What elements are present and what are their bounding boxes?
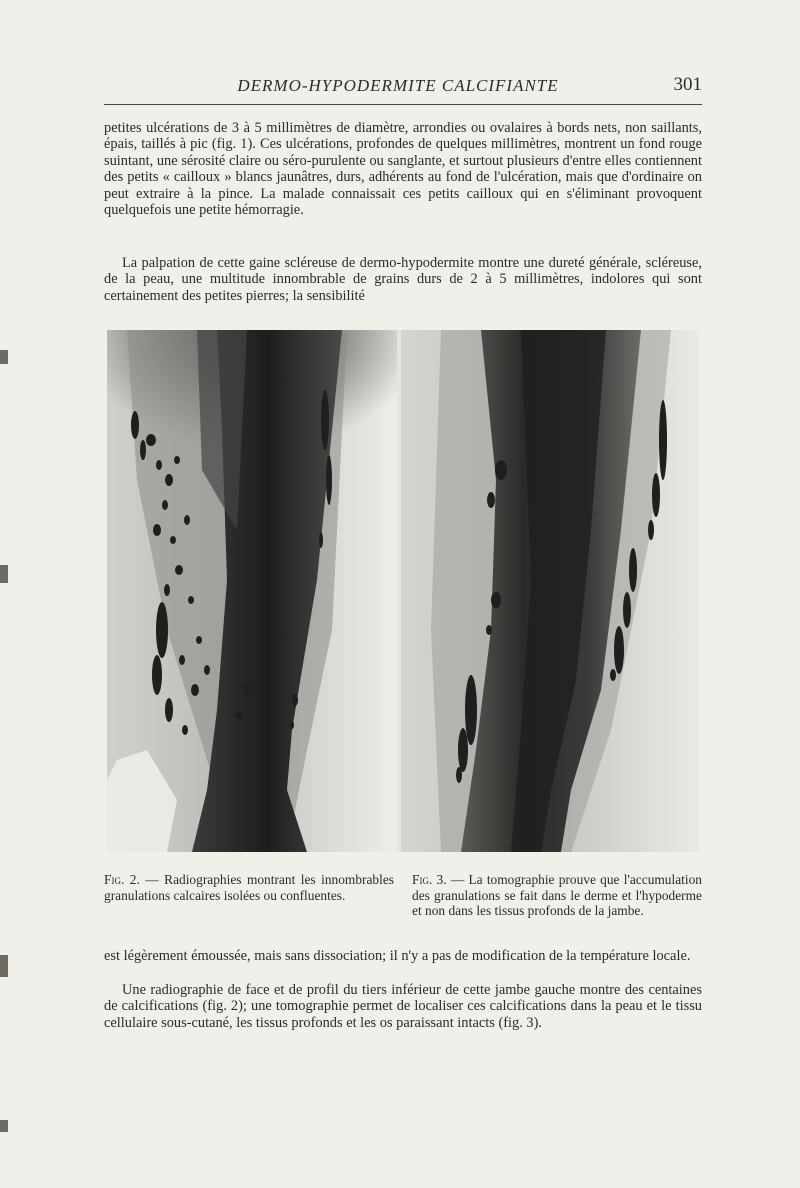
margin-mark	[0, 565, 8, 583]
caption-label: Fig. 2.	[104, 872, 140, 887]
caption-text: — La tomographie prouve que l'accumulation des granulations se fait dans le derme et l'hypoderme et non dans les tissus profonds de la jambe.	[412, 872, 702, 919]
radiograph-figures	[107, 330, 699, 852]
caption-text: — Radiographies montrant les innombrables granulations calcaires isolées ou confluentes.	[104, 872, 394, 903]
running-header: DERMO-HYPODERMITE CALCIFIANTE	[237, 76, 559, 95]
paragraph-palpation: La palpation de cette gaine scléreuse de dermo-hypodermite montre une dureté générale, scléreuse, de la peau, une multitude innombrable de grains durs de 2 à 5 millimètres, indolores qui sont certainement des petites pierres; la sensibilité	[104, 255, 702, 304]
tomograph-fig-3	[401, 330, 699, 852]
paragraph-sensibility: est légèrement émoussée, mais sans dissociation; il n'y a pas de modification de la température locale.	[104, 948, 691, 964]
radiograph-fig-2	[107, 330, 397, 852]
margin-mark	[0, 955, 8, 977]
caption-fig-3	[412, 872, 702, 919]
caption-fig-2	[104, 872, 394, 903]
paragraph-radiography: Une radiographie de face et de profil du tiers inférieur de cette jambe gauche montre des centaines de calcifications (fig. 2); une tomographie permet de localiser ces calcifications dans la peau et le tissu cellulaire sous-cutané, les tissus profonds et les os paraissant intacts (fig. 3).	[104, 982, 702, 1031]
caption-label: Fig. 3.	[412, 872, 447, 887]
paragraph-ulcerations: petites ulcérations de 3 à 5 millimètres de diamètre, arrondies ou ovalaires à bords nets, non saillants, épais, taillés à pic (fig. 1). Ces ulcérations, profondes de quelques millimètres, montrent un fond rouge suintant, une sérosité claire ou séro-purulente ou sanglante, et surtout plusieurs d'entre elles contiennent des petits « cailloux » blancs jaunâtres, durs, adhérents au fond de l'ulcération, mais que d'ordinaire on peut extraire à la pince. La malade connaissait ces petits cailloux qui en s'éliminant provoquent quelquefois une petite hémorragie.	[104, 120, 702, 219]
margin-mark	[0, 350, 8, 364]
header-rule	[104, 104, 702, 105]
margin-mark	[0, 1120, 8, 1132]
page-number: 301	[673, 74, 702, 95]
